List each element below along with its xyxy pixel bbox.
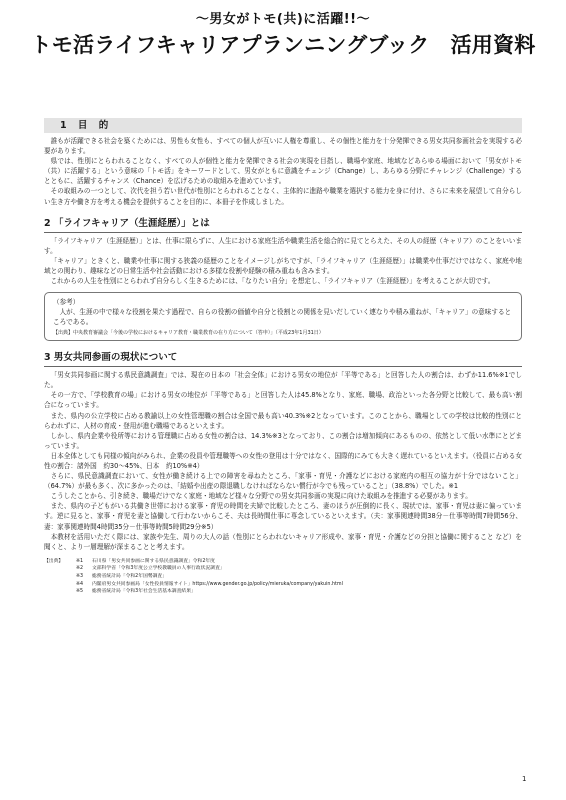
section-1-paragraph: その取組みの一つとして、次代を担う若い世代が性別にとらわれることなく、主体的に進路や職業を選択する能力を身に付け、さらに未来を展望して自分らしい生き方や働き方を考える機会を提供することを目的に、本冊子を作成しました。 — [44, 187, 522, 206]
section-3-paragraph: さらに、県民意識調査において、女性が働き続ける上での障害を尋ねたところ、「家事・育児・介護などにおける家庭内の相互の協力が十分ではないこと」（64.7%）が最も多く、次に多かったのは、「結婚や出産の際退職しなければならない慣行が今でも残っていること」（38.8%）でした。※1 — [44, 472, 522, 491]
section-3-paragraph: 本教材を活用いただく際には、家族や先生、周りの大人の話（性別にとらわれないキャリア形成や、家事・育児・介護などの分担と協働に関すること など）を聞くと、より一層理解が深まることと考えます。 — [44, 532, 522, 551]
section-1-paragraph: 誰もが活躍できる社会を築くためには、男性も女性も、すべての個人が互いに人権を尊重し、その個性と能力を十分発揮できる男女共同参画社会を実現する必要があります。 — [44, 137, 522, 156]
footnote-row — [44, 573, 522, 581]
section-3-paragraph: その一方で、「学校教育の場」における男女の地位が「平等である」と回答した人は45.8%となり、家庭、職場、政治といった各分野と比較して、最も高い割合になっています。 — [44, 391, 522, 410]
reference-box — [44, 292, 522, 341]
section-2-divider — [44, 232, 522, 233]
document-body — [44, 118, 522, 596]
footnote-row — [44, 588, 522, 596]
footnote-number: ※3 — [76, 574, 84, 579]
section-1-body — [44, 136, 522, 207]
reference-text: 人が、生涯の中で様々な役割を果たす過程で、自らの役割の価値や自分と役割との関係を見いだしていく連なりや積み重ねが、「キャリア」の意味するところである。 — [53, 308, 512, 327]
section-3-paragraph: しかし、県内企業や役所等における管理職に占める女性の割合は、14.3%※3となっており、この割合は増加傾向にあるものの、依然として低い水準にとどまっています。 — [44, 431, 522, 450]
section-3-paragraph: こうしたことから、引き続き、職場だけでなく家庭・地域など様々な分野での男女共同参画の実現に向けた取組みを推進する必要があります。 — [50, 492, 472, 501]
section-2-heading: 2 「ライフキャリア（生涯経歴）」とは — [44, 217, 210, 229]
page-subtitle: 〜男女がトモ(共)に活躍!!〜 — [195, 12, 371, 27]
footnote-text: 内閣府男女共同参画局「女性役員情報サイト」https://www.gender.go.jp/policy/mieruka/company/yakuin.html — [92, 581, 343, 587]
section-3-paragraph: また、県内の子どもがいる共働き世帯における家事・育児の時間を夫婦で比較したところ、妻のほうが圧倒的に長く、現状では、家事・育児は妻に偏っています。逆に見ると、家事・育児を妻と協働して行わないからこそ、夫は長時間仕事に専念しているといえます。（夫：家事関連時間38分－仕事等時間7時間56分、妻：家事関連時間4時間35分－仕事等時間5時間29分※5） — [44, 502, 522, 531]
section-1-paragraph: 県では、性別にとらわれることなく、すべての人が個性と能力を発揮できる社会の実現を目指し、職場や家庭、地域などあらゆる場面において「男女がトモ（共）に活躍する」という意味の「トモ活」をキーワードとして、男女がともに意識をチェンジ（Change）し、あらゆる分野にチャレンジ（Challenge）するとともに、活躍するチャンス（Chance）を広げるための取組みを進めています。 — [44, 157, 522, 186]
footnote-number: ※4 — [76, 581, 84, 587]
footnote-number: ※5 — [76, 589, 84, 595]
section-1-heading: 1 目 的 — [44, 118, 522, 133]
page-title: トモ活ライフキャリアプランニングブック 活用資料 — [30, 33, 536, 57]
footnote-row — [44, 565, 522, 573]
footnotes — [44, 558, 522, 596]
footnote-row — [44, 581, 522, 589]
reference-source: 【出典】中央教育審議会「今後の学校におけるキャリア教育・職業教育の在り方について（答申）」（平成23年1月31日） — [53, 330, 324, 337]
section-2-paragraph: 「ライフキャリア（生涯経歴）」とは、仕事に限らずに、人生における家庭生活や職業生活を総合的に見てとらえた、その人の経歴（キャリア）のことをいいます。 — [44, 236, 522, 255]
footnote-text: 総務省統計局「令和3年社会生活基本調査結果」 — [92, 589, 196, 595]
footnotes-label: 【出典】 — [44, 558, 64, 564]
page-header — [0, 8, 566, 59]
footnote-row — [44, 558, 522, 566]
footnote-text: 石川県「男女共同参画に関する県民意識調査」令和2年度 — [92, 558, 215, 564]
section-2-paragraph: これからの人生を性別にとらわれず自分らしく生きるためには、「なりたい自分」を想定し、「ライフキャリア（生涯経歴）」を考えることが大切です。 — [50, 277, 495, 286]
section-3-paragraph: 日本全体としても同様の傾向がみられ、企業の役員や管理職等への女性の登用は十分ではなく、国際的にみても大きく遅れているといえます。（役員に占める女性の割合：諸外国 約30～45%、日本 約10%※4） — [44, 451, 522, 470]
footnote-text: 総務省統計局「令和2年国勢調査」 — [92, 574, 168, 579]
section-3-divider — [44, 366, 522, 367]
reference-label: （参考） — [53, 298, 80, 307]
section-2-paragraph: 「キャリア」ときくと、職業や仕事に関する狭義の経歴のことをイメージしがちですが、「ライフキャリア（生涯経歴）」は職業や仕事だけではなく、家庭や地域との関わり、趣味などの日常生活や社会活動における多様な役割や経験の積み重ねも含みます。 — [44, 256, 522, 275]
section-3-body — [44, 370, 522, 552]
footnote-text: 文部科学省「令和3年度公立学校教職員の人事行政状況調査」 — [92, 566, 225, 572]
section-2-body — [44, 236, 522, 286]
footnote-number: ※2 — [76, 566, 84, 572]
footnote-number: ※1 — [76, 558, 84, 564]
section-3-heading: 3 男女共同参画の現状について — [44, 352, 178, 364]
section-3-paragraph: また、県内の公立学校に占める教諭以上の女性管理職の割合は全国で最も高い40.3%※2となっています。このことから、職場としての学校は比較的性別にとらわれずに、人材の育成・登用が進む職場であるといえます。 — [44, 411, 522, 430]
section-3-paragraph: 「男女共同参画に関する県民意識調査」では、現在の日本の「社会全体」における男女の地位が「平等である」と回答した人の割合は、わずか11.6%※1でした。 — [44, 371, 522, 390]
page-number: 1 — [522, 775, 527, 783]
